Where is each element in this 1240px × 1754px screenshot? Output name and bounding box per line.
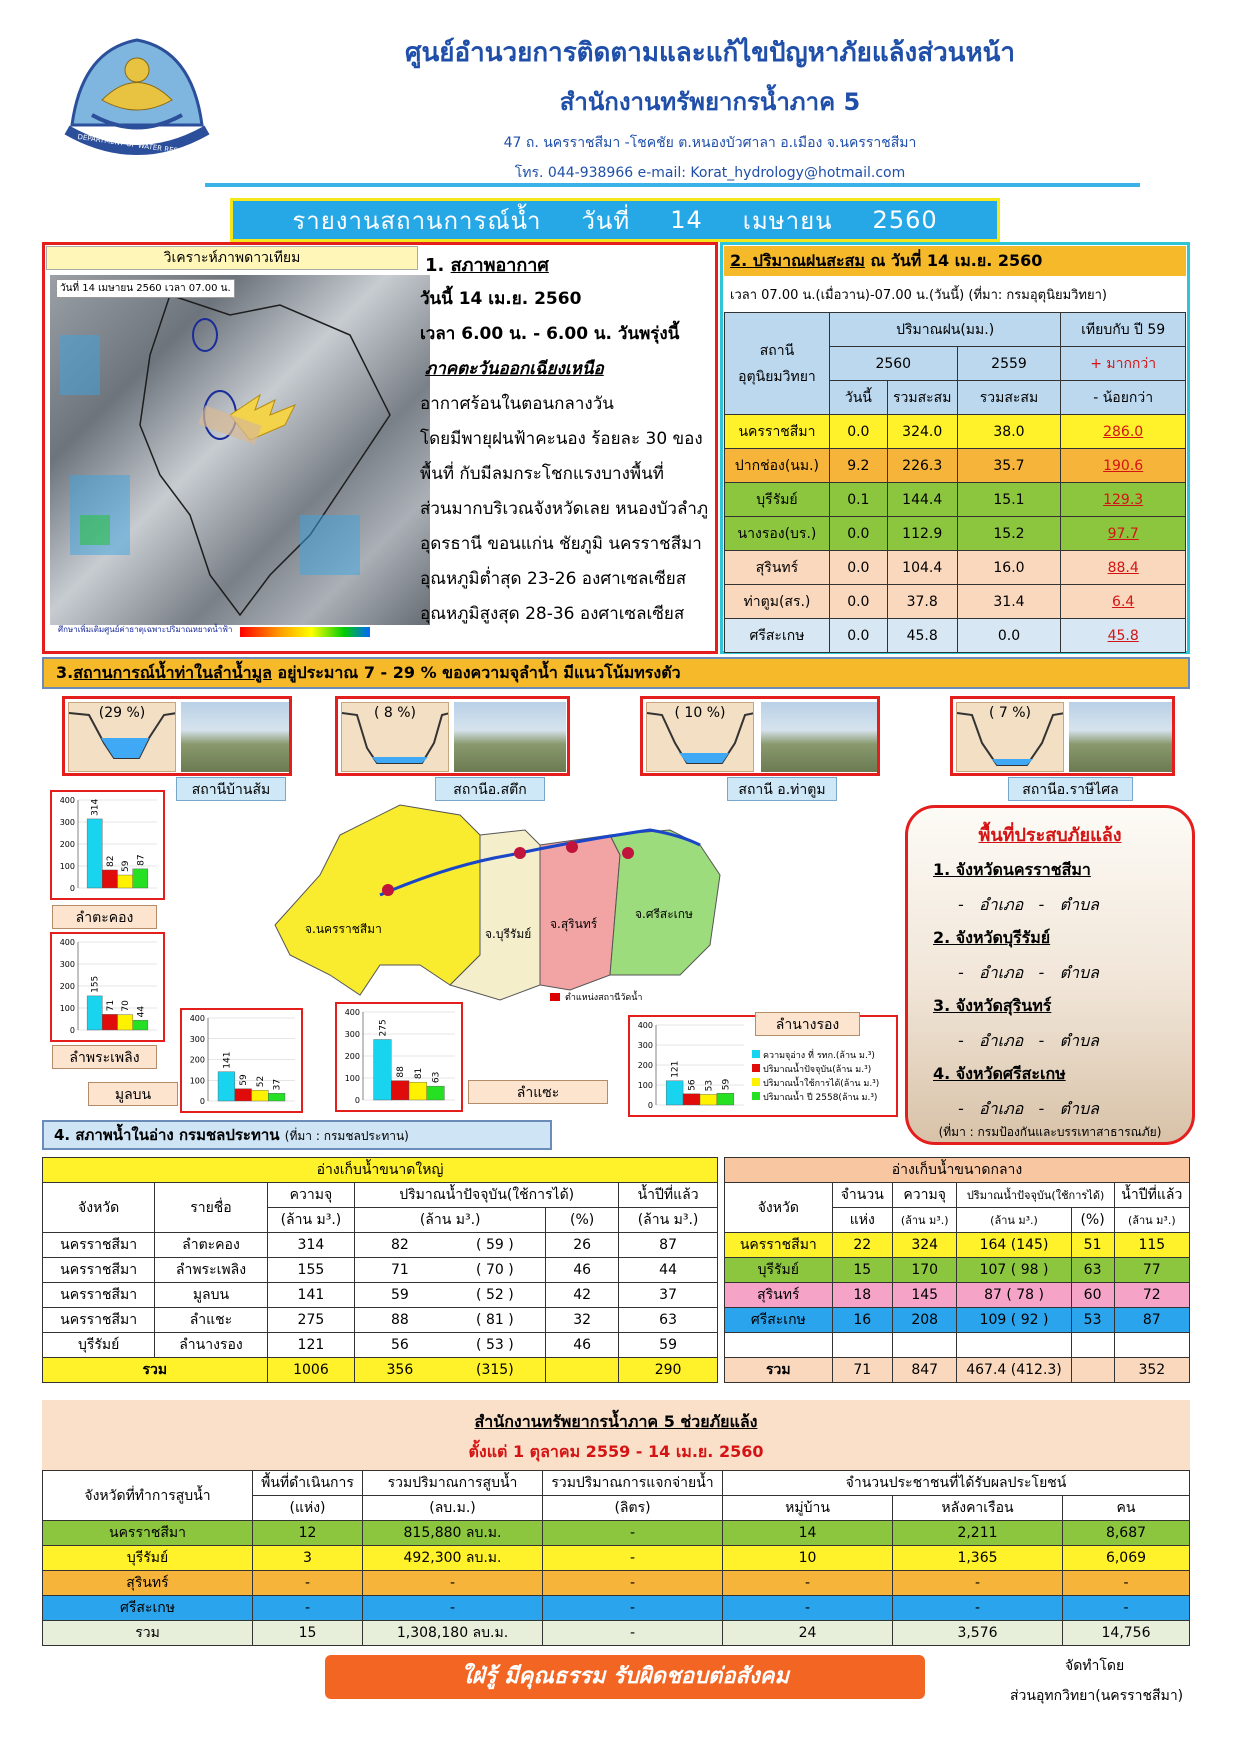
chart-data-label: 88 [396,1066,407,1078]
medium-reservoir-row: ศรีสะเกษ 16 208 109 ( 92 ) 53 87 [725,1308,1190,1333]
rain-table [724,312,1186,653]
province-label: จ.บุรีรัมย์ [485,927,532,941]
provinces-map [250,785,860,1020]
chart-tick-label: 200 [59,840,75,849]
contact: โทร. 044-938966 e-mail: Korat_hydrology@hotmail.com [514,165,906,181]
legend-item: ปริมาณน้ำ ปี 2558(ล้าน ม.³) [763,1093,878,1103]
relief-col-area-unit: (แห่ง) [253,1496,363,1521]
col-unit: (ล้าน ม³.) [1114,1208,1189,1233]
drought-province: 1. จังหวัดนครราชสีมา [933,860,1091,879]
relief-col-village: หมู่บ้าน [723,1496,893,1521]
relief-col-area: พื้นที่ดำเนินการ [253,1471,363,1496]
chart-tick-label: 300 [189,1034,205,1044]
report-day-label: วันที่ [581,206,631,235]
relief-row: นครราชสีมา 12 815,880 ลบ.ม. - 14 2,211 8,687 [43,1521,1190,1546]
chart-bar [118,875,133,888]
legend-item: ความจุอ่าง ที่ รทก.(ล้าน ม.³) [763,1051,875,1061]
chart-data-label: 82 [105,855,116,867]
rain-row: บุรีรัมย์ 0.1 144.4 15.1 129.3 [725,483,1186,517]
satellite-image [50,275,430,645]
weather-heading [425,250,549,279]
rain-col-less: - น้อยกว่า [1061,381,1186,415]
rain-col-amount: ปริมาณฝน(มม.) [829,313,1060,347]
reservoir-heading-text: 4. สภาพน้ำในอ่าง กรมชลประทาน [54,1126,280,1144]
col-current: ปริมาณน้ำปัจจุบัน(ใช้การได้) [957,1183,1114,1208]
chart-tick-label: 0 [199,1097,205,1106]
relief-col-person: คน [1063,1496,1190,1521]
chart-data-label: 155 [90,975,101,993]
relief-row: ศรีสะเกษ - - - - - - [43,1596,1190,1621]
chart-data-label: 59 [239,1074,250,1086]
drought-province: 3. จังหวัดสุรินทร์ [933,996,1052,1015]
rain-row: สุรินทร์ 0.0 104.4 16.0 88.4 [725,551,1186,585]
chart-bar [409,1082,427,1100]
weather-heading-text: สภาพอากาศ [450,255,549,276]
chart-tick-label: 300 [637,1041,653,1050]
medium-reservoir-row: สุรินทร์ 18 145 87 ( 78 ) 60 72 [725,1283,1190,1308]
motto-banner: ใฝ่รู้ มีคุณธรรม รับผิดชอบต่อสังคม [325,1655,925,1699]
chart-data-label: 63 [431,1071,442,1084]
chart-bar [235,1089,252,1101]
chart-lamphraphloeng [50,932,165,1042]
large-reservoir-row: นครราชสีมา ลำตะคอง 314 82 ( 59 ) 26 87 [43,1233,718,1258]
satellite-caption: วันที่ 14 เมษายน 2560 เวลา 07.00 น. [56,279,235,298]
chart-moonbon [180,1008,303,1113]
col-unit: (ล้าน ม³.) [892,1208,957,1233]
chart-bar [683,1094,700,1105]
chart-tick-label: 200 [59,982,75,991]
relief-total: รวม 15 1,308,180 ลบ.ม. - 24 3,576 14,756 [43,1621,1190,1646]
chart-data-label: 37 [272,1078,283,1091]
station-box-bansom [62,696,292,776]
logo-text: DEPARTMENT OF WATER RESOURCES [76,132,208,160]
station-photo [454,702,566,772]
chart-tick-label: 200 [637,1061,653,1070]
chart-lamsae [335,1002,463,1112]
chart-tick-label: 100 [637,1081,653,1090]
relief-col-dist-unit: (ลิตร) [543,1496,723,1521]
chart-label: ลำแซะ [468,1080,608,1104]
col-name: รายชื่อ [155,1183,267,1233]
satellite-title: วิเคราะห์ภาพดาวเทียม [46,246,418,270]
chart-bar [87,819,102,888]
weather-heading-num: 1. [425,255,445,276]
weather-region: ภาคตะวันออกเฉียงเหนือ [425,359,604,379]
col-count: จำนวน [832,1183,892,1208]
rain-row: ท่าตูม(สร.) 0.0 37.8 31.4 6.4 [725,585,1186,619]
rain-col-2560: 2560 [829,347,957,381]
chart-bar [666,1081,683,1105]
chart-tick-label: 200 [189,1055,205,1065]
org-line2: สำนักงานทรัพยากรน้ำภาค 5 [559,88,861,116]
large-reservoir-row: นครราชสีมา ลำแชะ 275 88 ( 81 ) 32 63 [43,1308,718,1333]
chart-data-label: 52 [255,1075,266,1088]
chart-data-label: 56 [687,1079,698,1091]
station-pct: (29 %) [98,705,146,721]
made-by-dept: ส่วนอุทกวิทยา(นครราชสีมา) [1010,1688,1184,1704]
rain-row: ศรีสะเกษ 0.0 45.8 0.0 45.8 [725,619,1186,653]
rain-col-more: + มากกว่า [1061,347,1186,381]
station-label: สถานีอ.สตึก [435,777,545,801]
relief-col-dist: รวมปริมาณการแจกจ่ายน้ำ [543,1471,723,1496]
drought-detail: - อำเภอ - ตำบล [958,1031,1099,1050]
report-title-label: รายงานสถานการณ์น้ำ [292,206,542,235]
address: 47 ถ. นครราชสีมา -โชคชัย ต.หนองบัวศาลา อ.เมือง จ.นครราชสีมา [503,135,917,151]
chart-label: มูลบน [88,1082,178,1106]
relief-row: สุรินทร์ - - - - - - [43,1571,1190,1596]
weather-line: อุณหภูมิต่ำสุด 23-26 องศาเซลเซียส [420,569,687,589]
satellite-footer: ศึกษาเพิ่มเติมศูนย์ค่าธาตุเฉพาะปริมาณหยาดน้ำฟ้า [58,625,233,634]
report-title [230,198,1000,242]
medium-reservoir-row: บุรีรัมย์ 15 170 107 ( 98 ) 63 77 [725,1258,1190,1283]
mun-heading [42,657,1190,689]
report-year: 2560 [872,206,938,234]
medium-reservoir-empty-row [725,1333,1190,1358]
rain-heading-date: ณ วันที่ 14 เม.ย. 2560 [870,251,1043,270]
col-unit: (ล้าน ม³.) [957,1208,1071,1233]
reservoir-heading [42,1120,552,1150]
chart-label: ลำตะคอง [52,905,157,929]
rain-row: นครราชสีมา 0.0 324.0 38.0 286.0 [725,415,1186,449]
mun-heading-post: อยู่ประมาณ 7 - 29 % ของความจุลำน้ำ มีแนวโน้มทรงตัว [271,663,681,682]
col-lastyear: น้ำปีที่แล้ว [619,1183,718,1208]
chart-tick-label: 100 [59,862,75,871]
chart-bar [87,996,102,1030]
chart-bar [102,870,117,888]
drought-detail: - อำเภอ - ตำบล [958,895,1099,914]
relief-col-house: หลังคาเรือน [893,1496,1063,1521]
chart-data-label: 71 [105,999,116,1012]
large-reservoir-table [42,1157,718,1383]
station-photo [761,702,877,772]
chart-data-label: 59 [721,1078,732,1091]
chart-data-label: 53 [704,1079,715,1092]
reservoir-heading-source: (ที่มา : กรมชลประทาน) [284,1129,409,1143]
col-pct: (%) [1071,1208,1114,1233]
chart-tick-label: 100 [344,1074,360,1083]
drought-province: 2. จังหวัดบุรีรัมย์ [933,928,1051,947]
weather-line: อุณหภูมิสูงสุด 28-36 องศาเซลเซียส [420,604,685,624]
col-unit: (ล้าน ม³.) [619,1208,718,1233]
header-divider [205,183,1140,187]
chart-tick-label: 0 [69,1026,75,1035]
weather-line: อุดรธานี ขอนแก่น ชัยภูมิ นครราชสีมา [420,534,702,554]
chart-bar [700,1094,717,1105]
chart-data-label: 314 [90,798,101,816]
station-photo [181,702,289,772]
station-box-thatum [640,696,880,776]
rain-row: ปากช่อง(นม.) 9.2 226.3 35.7 190.6 [725,449,1186,483]
weather-line: อากาศร้อนในตอนกลางวัน [420,394,614,414]
col-pct: (%) [546,1208,619,1233]
station-photo [1069,702,1172,772]
col-province: จังหวัด [43,1183,155,1233]
station-label: สถานีอ.ราษีไศล [1008,777,1133,801]
weather-today: วันนี้ 14 เม.ย. 2560 [420,289,582,309]
col-current: ปริมาณน้ำปัจจุบัน(ใช้การได้) [355,1183,619,1208]
rain-heading [724,246,1186,276]
drought-detail: - อำเภอ - ตำบล [958,963,1099,982]
col-count-unit: แห่ง [832,1208,892,1233]
rain-col-today: วันนี้ [829,381,887,415]
chart-bar [268,1093,285,1101]
drought-panel [905,805,1195,1145]
medium-reservoir-table [724,1157,1190,1383]
chart-bar [118,1015,133,1030]
chart-bar [133,869,148,888]
chart-tick-label: 400 [344,1008,360,1017]
mun-heading-u: สถานการณ์น้ำท่าในลำน้ำมูล [73,663,272,682]
chart-data-label: 87 [136,854,147,866]
rain-col-acc2: รวมสะสม [957,381,1061,415]
legend-item: ปริมาณน้ำปัจจุบัน(ล้าน ม.³) [763,1065,872,1075]
col-province: จังหวัด [725,1183,833,1233]
relief-row: บุรีรัมย์ 3 492,300 ลบ.ม. - 10 1,365 6,069 [43,1546,1190,1571]
org-line1: ศูนย์อำนวยการติดตามและแก้ไขปัญหาภัยแล้งส่วนหน้า [405,38,1015,68]
chart-data-label: 121 [670,1060,681,1078]
chart-lamtakhong [50,790,165,900]
medium-reservoir-total: รวม 71 847 467.4 (412.3) 352 [725,1358,1190,1383]
department-logo [62,30,212,160]
province-label: จ.ศรีสะเกษ [635,907,693,921]
chart-tick-label: 400 [189,1014,205,1023]
report-day: 14 [670,206,703,234]
station-pct: ( 7 %) [988,705,1032,721]
chart-bar [427,1086,445,1100]
chart-label: ลำนางรอง [755,1012,860,1036]
relief-table [42,1470,1190,1646]
large-reservoir-row: นครราชสีมา มูลบน 141 59 ( 52 ) 42 37 [43,1283,718,1308]
chart-data-label: 59 [121,860,132,873]
chart-bar [133,1020,148,1030]
chart-tick-label: 0 [69,884,75,893]
station-box-rasisalai [950,696,1175,776]
rain-col-2559: 2559 [957,347,1061,381]
station-pct: ( 8 %) [373,705,417,721]
chart-bar [102,1014,117,1030]
weather-time: เวลา 6.00 น. - 6.00 น. วันพรุ่งนี้ [420,324,680,344]
rain-col-station: สถานี อุตุนิยมวิทยา [725,313,830,415]
relief-title: สำนักงานทรัพยากรน้ำภาค 5 ช่วยภัยแล้ง [474,1412,758,1431]
col-unit: (ล้าน ม³.) [267,1208,355,1233]
chart-bar [218,1072,235,1101]
chart-bar [252,1090,269,1101]
chart-legend [752,1049,897,1105]
report-month: เมษายน [742,206,833,235]
chart-tick-label: 0 [647,1101,653,1110]
drought-title: พื้นที่ประสบภัยแล้ง [978,825,1122,846]
drought-source: (ที่มา : กรมป้องกันและบรรเทาสาธารณภัย) [938,1125,1162,1139]
col-capacity: ความจุ [892,1183,957,1208]
chart-data-label: 141 [222,1051,233,1069]
relief-col-pump: รวมปริมาณการสูบน้ำ [363,1471,543,1496]
rain-col-compare: เทียบกับ ปี 59 [1061,313,1186,347]
rain-subheading: เวลา 07.00 น.(เมื่อวาน)-07.00 น.(วันนี้) (ที่มา: กรมอุตุนิยมวิทยา) [730,288,1107,303]
chart-tick-label: 300 [59,818,75,827]
relief-period: ตั้งแต่ 1 ตุลาคม 2559 - 14 เม.ย. 2560 [468,1442,764,1461]
chart-tick-label: 400 [59,796,75,805]
mun-heading-pre: 3. [56,663,74,682]
drought-detail: - อำเภอ - ตำบล [958,1099,1099,1118]
chart-tick-label: 400 [637,1021,653,1030]
chart-data-label: 81 [413,1067,424,1080]
chart-data-label: 70 [121,1000,132,1012]
weather-line: ส่วนมากบริเวณจังหวัดเลย หนองบัวลำภู [420,499,709,519]
province-label: จ.นครราชสีมา [305,922,382,936]
col-capacity: ความจุ [267,1183,355,1208]
chart-label: ลำพระเพลิง [52,1045,157,1069]
col-unit: (ล้าน ม³.) [355,1208,546,1233]
medium-reservoir-row: นครราชสีมา 22 324 164 (145) 51 115 [725,1233,1190,1258]
col-lastyear: น้ำปีที่แล้ว [1114,1183,1189,1208]
large-reservoir-total: รวม 1006 356 (315) 290 [43,1358,718,1383]
rain-heading-text: 2. ปริมาณฝนสะสม [730,251,865,270]
station-label: สถานีบ้านส้ม [176,777,286,801]
chart-bar [374,1040,392,1101]
large-reservoir-row: นครราชสีมา ลำพระเพลิง 155 71 ( 70 ) 46 44 [43,1258,718,1283]
chart-tick-label: 300 [59,960,75,969]
rain-row: นางรอง(บร.) 0.0 112.9 15.2 97.7 [725,517,1186,551]
chart-tick-label: 0 [354,1096,360,1105]
weather-line: โดยมีพายุฝนฟ้าคะนอง ร้อยละ 30 ของ [420,429,703,449]
relief-col-people: จำนวนประชาชนที่ได้รับผลประโยชน์ [723,1471,1190,1496]
chart-data-label: 275 [378,1019,389,1037]
station-box-satuek [335,696,570,776]
chart-bar [717,1093,734,1105]
made-by: จัดทำโดย [1065,1658,1125,1674]
chart-tick-label: 100 [189,1076,205,1086]
medium-reservoir-title: อ่างเก็บน้ำขนาดกลาง [725,1158,1190,1183]
relief-col-province: จังหวัดที่ทำการสูบน้ำ [43,1471,253,1521]
weather-line: พื้นที่ กับมีลมกระโชกแรงบางพื้นที่ [420,464,664,484]
drought-province: 4. จังหวัดศรีสะเกษ [933,1064,1066,1083]
large-reservoir-row: บุรีรัมย์ ลำนางรอง 121 56 ( 53 ) 46 59 [43,1333,718,1358]
chart-tick-label: 400 [59,938,75,947]
province-label: จ.สุรินทร์ [550,917,598,931]
chart-tick-label: 100 [59,1004,75,1013]
large-reservoir-title: อ่างเก็บน้ำขนาดใหญ่ [43,1158,718,1183]
legend-item: ปริมาณน้ำใช้การได้(ล้าน ม.³) [763,1079,880,1089]
station-label: สถานี อ.ท่าตูม [727,777,837,801]
map-legend: ตำแหน่งสถานีวัดน้ำ [565,993,643,1003]
chart-tick-label: 300 [344,1030,360,1039]
rain-col-acc: รวมสะสม [887,381,957,415]
relief-col-pump-unit: (ลบ.ม.) [363,1496,543,1521]
chart-bar [391,1081,409,1100]
chart-data-label: 44 [136,1005,147,1018]
chart-tick-label: 200 [344,1052,360,1061]
station-pct: ( 10 %) [674,705,726,721]
